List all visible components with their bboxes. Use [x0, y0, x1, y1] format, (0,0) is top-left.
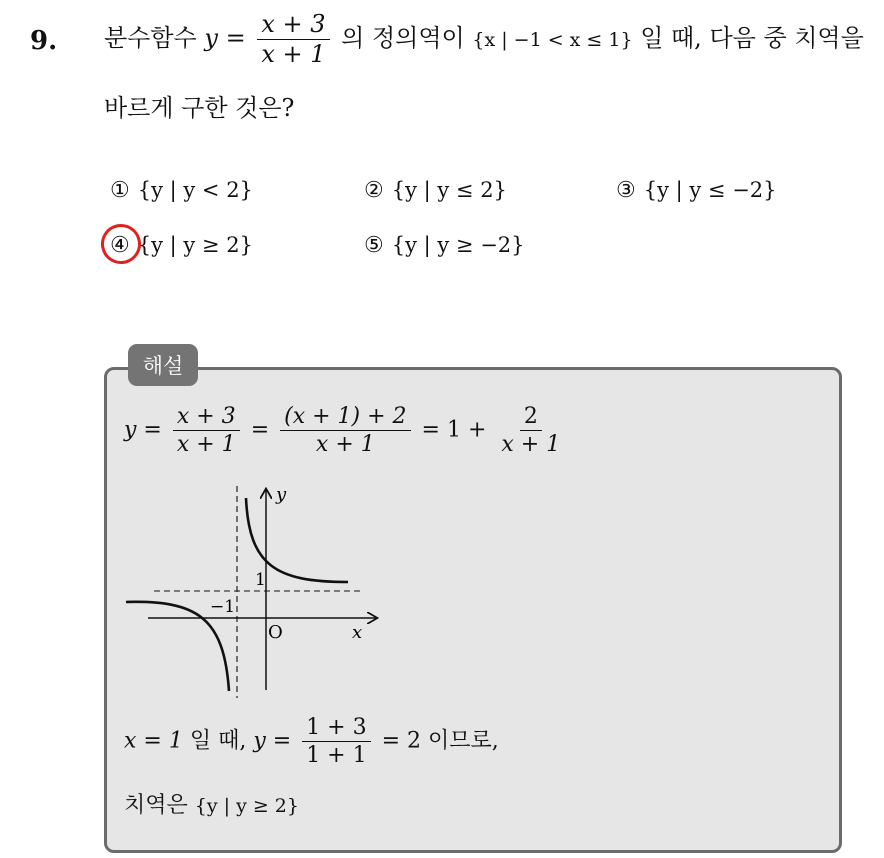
- question-mid: 의 정의역이: [341, 24, 465, 53]
- x-axis-label: x: [352, 622, 363, 643]
- solution-conclusion: [124, 788, 299, 819]
- eq1-fraction-2: [280, 405, 410, 456]
- eq1-fraction-1: [173, 405, 240, 456]
- question-number: 9.: [30, 26, 58, 56]
- eq2-lhs: x = 1: [124, 728, 183, 754]
- eq2-fraction: [302, 716, 370, 767]
- eq2-numerator: 1 + 3: [302, 716, 370, 742]
- eq2-y: y =: [253, 728, 292, 754]
- choice-1[interactable]: [110, 178, 253, 203]
- eq1-fraction-2-denominator: x + 1: [315, 432, 375, 458]
- choice-1-text: {y | y < 2}: [137, 178, 253, 202]
- choice-2-mark: ②: [364, 178, 384, 203]
- origin-label: O: [268, 622, 283, 643]
- choice-5-text: {y | y ≥ −2}: [391, 233, 525, 257]
- choice-2-text: {y | y ≤ 2}: [391, 178, 507, 202]
- choice-5-mark: ⑤: [364, 233, 384, 258]
- eq1-fraction-2-numerator: (x + 1) + 2: [280, 405, 410, 431]
- eq2-rhs: = 2: [381, 728, 422, 754]
- choice-4-mark: ④: [110, 233, 130, 258]
- eq1-fraction-1-denominator: x + 1: [176, 432, 236, 458]
- eq2-suffix: 이므로,: [428, 728, 499, 754]
- choice-3-text: {y | y ≤ −2}: [643, 178, 777, 202]
- solution-tab: 해설: [128, 344, 198, 386]
- conclusion-prefix: 치역은: [124, 793, 188, 818]
- function-equals: =: [225, 24, 246, 53]
- solution-equation-1: [124, 405, 568, 456]
- y-axis-label: y: [276, 484, 287, 505]
- function-numerator: x + 3: [257, 12, 329, 40]
- choice-3-mark: ③: [616, 178, 636, 203]
- eq1-equals-b: = 1 +: [421, 417, 487, 443]
- question-line-1: [104, 12, 864, 67]
- eq1-y: y =: [124, 417, 162, 443]
- hyperbola-graph: [118, 478, 398, 700]
- eq2-mid: 일 때,: [189, 728, 247, 754]
- v-asymptote-label: −1: [210, 597, 236, 617]
- solution-equation-2: [124, 716, 499, 767]
- question-line-2: 바르게 구한 것은?: [104, 94, 295, 122]
- choice-3[interactable]: [616, 178, 777, 203]
- choice-4-text: {y | y ≥ 2}: [137, 233, 253, 257]
- function-fraction: [257, 12, 329, 67]
- choice-2[interactable]: [364, 178, 507, 203]
- eq1-fraction-3-numerator: 2: [520, 405, 542, 431]
- h-asymptote-label: 1: [255, 570, 266, 590]
- choice-1-mark: ①: [110, 178, 130, 203]
- function-denominator: x + 1: [261, 40, 326, 69]
- function-y: y: [204, 24, 218, 53]
- question-prefix: 분수함수: [104, 24, 197, 53]
- eq1-equals-a: =: [250, 417, 270, 443]
- eq1-fraction-3-denominator: x + 1: [501, 432, 561, 458]
- domain-set: {x | −1 < x ≤ 1}: [472, 29, 633, 52]
- eq1-fraction-1-numerator: x + 3: [173, 405, 240, 431]
- question-suffix: 일 때, 다음 중 치역을: [640, 24, 864, 53]
- eq1-fraction-3: [497, 405, 564, 456]
- eq2-denominator: 1 + 1: [306, 743, 367, 769]
- answer-circle-mark: [97, 220, 144, 267]
- conclusion-set: {y | y ≥ 2}: [194, 795, 299, 817]
- choice-5[interactable]: [364, 233, 525, 258]
